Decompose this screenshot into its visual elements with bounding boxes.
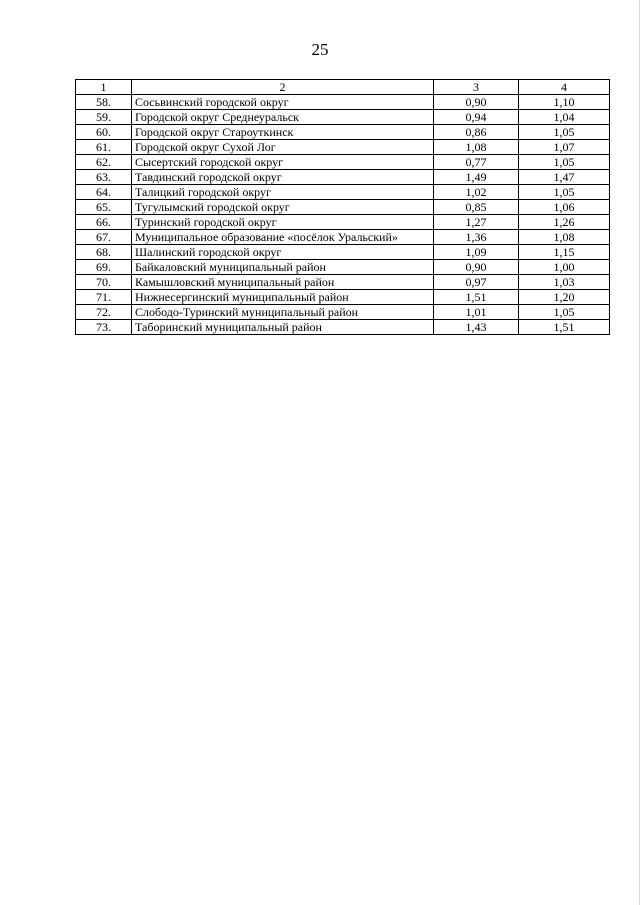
row-number-cell: 61. — [76, 140, 132, 155]
coefficient-col4-cell: 1,26 — [519, 215, 610, 230]
coefficient-col3-cell: 1,27 — [434, 215, 519, 230]
table-row — [76, 110, 610, 125]
table-row — [76, 260, 610, 275]
coefficient-col3-cell: 1,43 — [434, 320, 519, 335]
coefficient-col4-cell: 1,05 — [519, 305, 610, 320]
municipality-name-cell: Шалинский городской округ — [132, 245, 434, 260]
coefficient-col3-cell: 1,01 — [434, 305, 519, 320]
table-row — [76, 245, 610, 260]
coefficient-col3-cell: 1,51 — [434, 290, 519, 305]
coefficient-col4-cell: 1,51 — [519, 320, 610, 335]
coefficient-col3-cell: 0,90 — [434, 95, 519, 110]
municipality-name-cell: Городской округ Староуткинск — [132, 125, 434, 140]
row-number-cell: 68. — [76, 245, 132, 260]
table-header-row — [76, 80, 610, 95]
column-header-4: 4 — [519, 80, 610, 95]
coefficient-col4-cell: 1,05 — [519, 185, 610, 200]
table-row — [76, 320, 610, 335]
table-row — [76, 290, 610, 305]
table-row — [76, 275, 610, 290]
row-number-cell: 63. — [76, 170, 132, 185]
row-number-cell: 71. — [76, 290, 132, 305]
coefficient-col3-cell: 1,02 — [434, 185, 519, 200]
table-body — [76, 95, 610, 335]
municipality-name-cell: Туринский городской округ — [132, 215, 434, 230]
row-number-cell: 65. — [76, 200, 132, 215]
coefficient-col3-cell: 0,77 — [434, 155, 519, 170]
coefficient-col3-cell: 0,90 — [434, 260, 519, 275]
row-number-cell: 67. — [76, 230, 132, 245]
municipality-name-cell: Таборинский муниципальный район — [132, 320, 434, 335]
municipality-name-cell: Сысертский городской округ — [132, 155, 434, 170]
coefficient-col4-cell: 1,04 — [519, 110, 610, 125]
table-row — [76, 230, 610, 245]
municipality-name-cell: Тугулымский городской округ — [132, 200, 434, 215]
table-row — [76, 170, 610, 185]
row-number-cell: 70. — [76, 275, 132, 290]
row-number-cell: 69. — [76, 260, 132, 275]
coefficient-col3-cell: 0,85 — [434, 200, 519, 215]
row-number-cell: 59. — [76, 110, 132, 125]
coefficient-col3-cell: 0,86 — [434, 125, 519, 140]
column-header-3: 3 — [434, 80, 519, 95]
page-number: 25 — [311, 40, 329, 59]
table-row — [76, 155, 610, 170]
table-row — [76, 125, 610, 140]
coefficient-col4-cell: 1,15 — [519, 245, 610, 260]
coefficient-col3-cell: 0,94 — [434, 110, 519, 125]
column-header-2: 2 — [132, 80, 434, 95]
coefficient-col4-cell: 1,03 — [519, 275, 610, 290]
coefficient-col4-cell: 1,05 — [519, 125, 610, 140]
municipality-name-cell: Талицкий городской округ — [132, 185, 434, 200]
coefficient-col4-cell: 1,08 — [519, 230, 610, 245]
municipality-name-cell: Сосьвинский городской округ — [132, 95, 434, 110]
coefficient-col3-cell: 1,49 — [434, 170, 519, 185]
row-number-cell: 64. — [76, 185, 132, 200]
table-row — [76, 140, 610, 155]
coefficient-col3-cell: 1,08 — [434, 140, 519, 155]
municipality-name-cell: Камышловский муниципальный район — [132, 275, 434, 290]
municipality-name-cell: Байкаловский муниципальный район — [132, 260, 434, 275]
row-number-cell: 62. — [76, 155, 132, 170]
row-number-cell: 72. — [76, 305, 132, 320]
municipality-name-cell: Нижнесергинский муниципальный район — [132, 290, 434, 305]
municipality-name-cell: Слободо-Туринский муниципальный район — [132, 305, 434, 320]
municipality-name-cell: Тавдинский городской округ — [132, 170, 434, 185]
municipality-name-cell: Городской округ Сухой Лог — [132, 140, 434, 155]
municipality-name-cell: Муниципальное образование «посёлок Уральский» — [132, 230, 434, 245]
coefficient-col4-cell: 1,05 — [519, 155, 610, 170]
coefficient-col4-cell: 1,06 — [519, 200, 610, 215]
table-row — [76, 200, 610, 215]
coefficient-col3-cell: 1,09 — [434, 245, 519, 260]
coefficient-col3-cell: 1,36 — [434, 230, 519, 245]
table-row — [76, 95, 610, 110]
table-row — [76, 185, 610, 200]
coefficient-col3-cell: 0,97 — [434, 275, 519, 290]
coefficient-col4-cell: 1,20 — [519, 290, 610, 305]
coefficient-col4-cell: 1,00 — [519, 260, 610, 275]
coefficient-col4-cell: 1,47 — [519, 170, 610, 185]
municipality-name-cell: Городской округ Среднеуральск — [132, 110, 434, 125]
column-header-1: 1 — [76, 80, 132, 95]
coefficient-col4-cell: 1,07 — [519, 140, 610, 155]
table-row — [76, 305, 610, 320]
row-number-cell: 60. — [76, 125, 132, 140]
coefficient-col4-cell: 1,10 — [519, 95, 610, 110]
data-table — [75, 79, 610, 335]
row-number-cell: 73. — [76, 320, 132, 335]
row-number-cell: 66. — [76, 215, 132, 230]
row-number-cell: 58. — [76, 95, 132, 110]
table-row — [76, 215, 610, 230]
